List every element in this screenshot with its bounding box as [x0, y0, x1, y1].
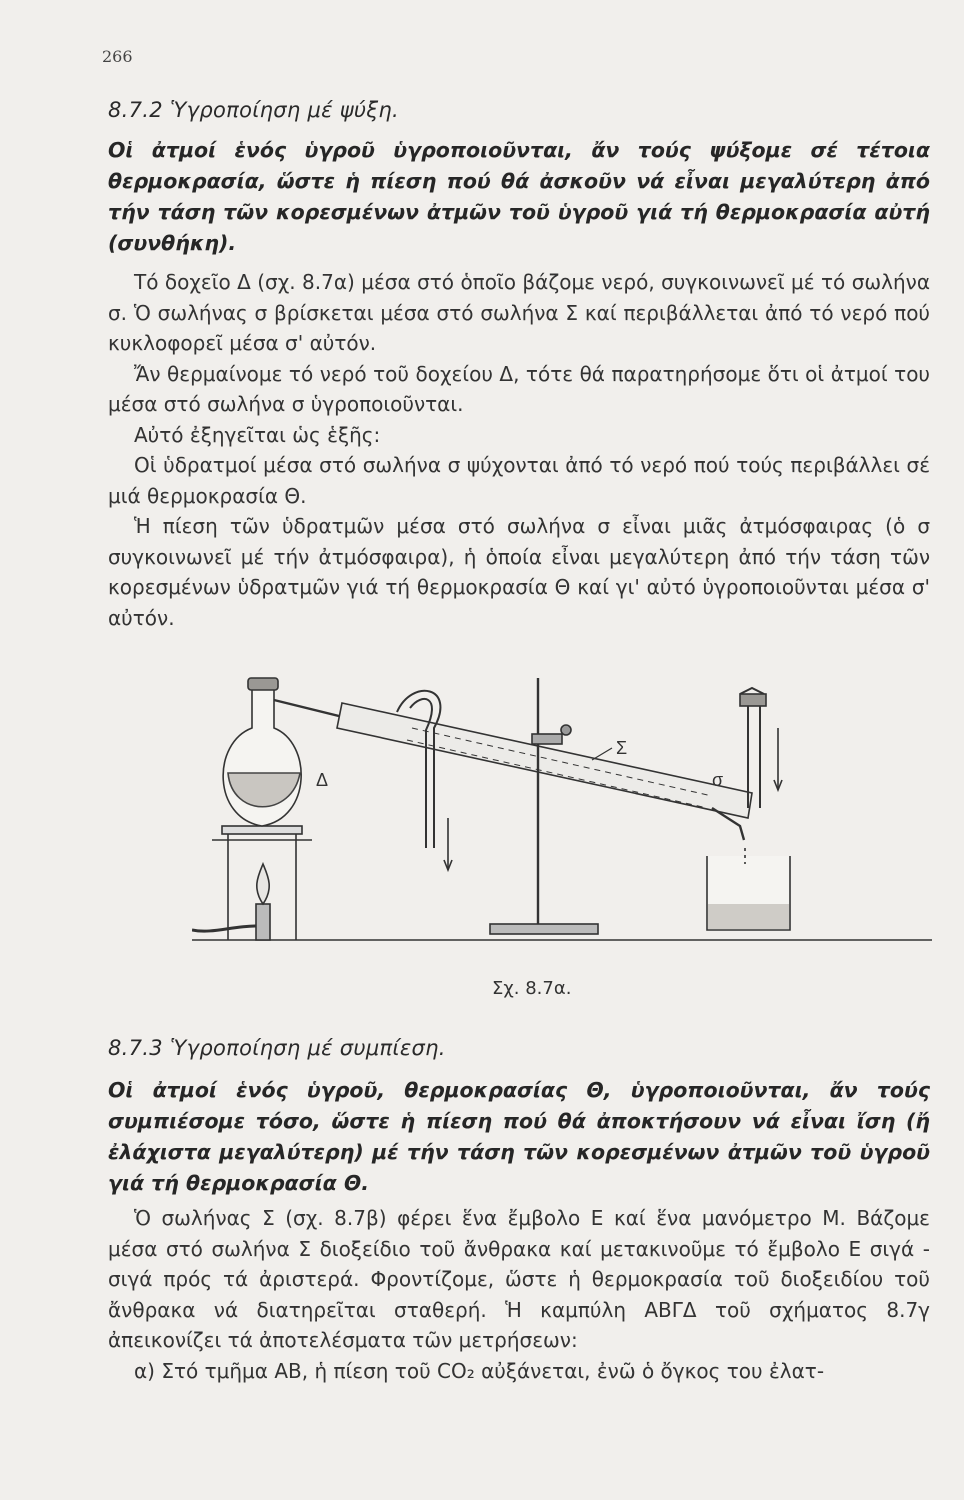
paragraph: Τό δοχεῖο Δ (σχ. 8.7α) μέσα στό ὁποῖο βάζομε νερό, συγκοινωνεῖ μέ τό σωλήνα σ. Ὁ σωλήνας σ βρίσκεται μέσα στό σωλήνα Σ καί περιβάλλεται ἀπό τό νερό πού κυκλοφορεῖ μέσα σ' αὐτόν.: [108, 270, 930, 355]
distillation-apparatus-figure: [192, 668, 932, 958]
paragraph: Ἡ πίεση τῶν ὑδρατμῶν μέσα στό σωλήνα σ εἶναι μιᾶς ἀτμόσφαιρας (ὁ σ συγκοινωνεῖ μέ τήν ἀτμόσφαιρα), ἡ ὁποία εἶναι μεγαλύτερη ἀπό τήν τάση τῶν κορεσμένων ὑδρατμῶν γιά τή θερμοκρασία Θ καί γι' αὐτό ὑγροποιοῦνται μέσα σ' αὐτόν.: [108, 514, 930, 630]
paragraph: Ἄν θερμαίνομε τό νερό τοῦ δοχείου Δ, τότε θά παρατηρήσομε ὅτι οἱ ἀτμοί του μέσα στό σωλήνα σ ὑγροποιοῦνται.: [108, 361, 930, 416]
definition-cooling: Οἱ ἀτμοί ἑνός ὑγροῦ ὑγροποιοῦνται, ἄν τούς ψύξομε σέ τέτοια θερμοκρασία, ὥστε ἡ πίεση πού θά ἀσκοῦν νά εἶναι μεγαλύτερη ἀπό τήν τάση τῶν κορεσμένων ἀτμῶν τοῦ ὑγροῦ γιά τή θερμοκρασία αὐτή (συνθήκη).: [108, 138, 930, 255]
paragraph: α) Στό τμῆμα ΑΒ, ἡ πίεση τοῦ CO₂ αὐξάνεται, ἐνῶ ὁ ὄγκος του ἐλατ-: [134, 1358, 825, 1383]
collecting-beaker: [707, 848, 790, 930]
flask-delta: [223, 678, 301, 826]
condenser-outer-tube: [337, 703, 752, 818]
label-inner-tube: σ: [712, 770, 724, 790]
paragraph: Οἱ ὑδρατμοί μέσα στό σωλήνα σ ψύχονται ἀπό τό νερό πού τούς περιβάλλει σέ μιά θερμοκρασία Θ.: [108, 453, 930, 508]
paragraph: Ὁ σωλήνας Σ (σχ. 8.7β) φέρει ἕνα ἔμβολο Ε καί ἕνα μανόμετρο Μ. Βάζομε μέσα στό σωλήνα Σ διοξείδιο τοῦ ἄνθρακα καί μετακινοῦμε τό ἔμβολο Ε σιγά - σιγά πρός τά ἀριστερά. Φροντίζομε, ὥστε ἡ θερμοκρασία τοῦ διοξειδίου τοῦ ἄνθρακα νά διατηρεῖται σταθερή. Ἡ καμπύλη ΑΒΓΔ τοῦ σχήματος 8.7γ ἀπεικονίζει τά ἀποτελέσματα τῶν μετρήσεων:: [108, 1206, 930, 1352]
figure-caption: Σχ. 8.7α.: [492, 978, 572, 999]
retort-stand: [490, 678, 598, 934]
bunsen-burner: [192, 864, 270, 940]
definition-compression: Οἱ ἀτμοί ἑνός ὑγροῦ, θερμοκρασίας Θ, ὑγροποιοῦνται, ἄν τούς συμπιέσομε τόσο, ὥστε ἡ πίεση πού θά ἀποκτήσουν νά εἶναι ἴση (ἤ ἐλάχιστα μεγαλύτερη) μέ τήν τάση τῶν κορεσμένων ἀτμῶν τοῦ ὑγροῦ γιά τή θερμοκρασία Θ.: [108, 1078, 930, 1195]
section-body-compression: [108, 1203, 930, 1386]
water-tap-and-tube: [740, 688, 782, 808]
paragraph: Αὐτό ἐξηγεῖται ὡς ἑξῆς:: [134, 422, 381, 447]
section-body-cooling: [108, 267, 930, 633]
section-heading-compression: 8.7.3 Ὑγροποίηση μέ συμπίεση.: [108, 1036, 446, 1060]
label-outer-tube: Σ: [616, 738, 628, 758]
section-heading-cooling: 8.7.2 Ὑγροποίηση μέ ψύξη.: [108, 98, 399, 122]
label-flask: Δ: [316, 770, 329, 790]
page-number: 266: [102, 47, 133, 66]
